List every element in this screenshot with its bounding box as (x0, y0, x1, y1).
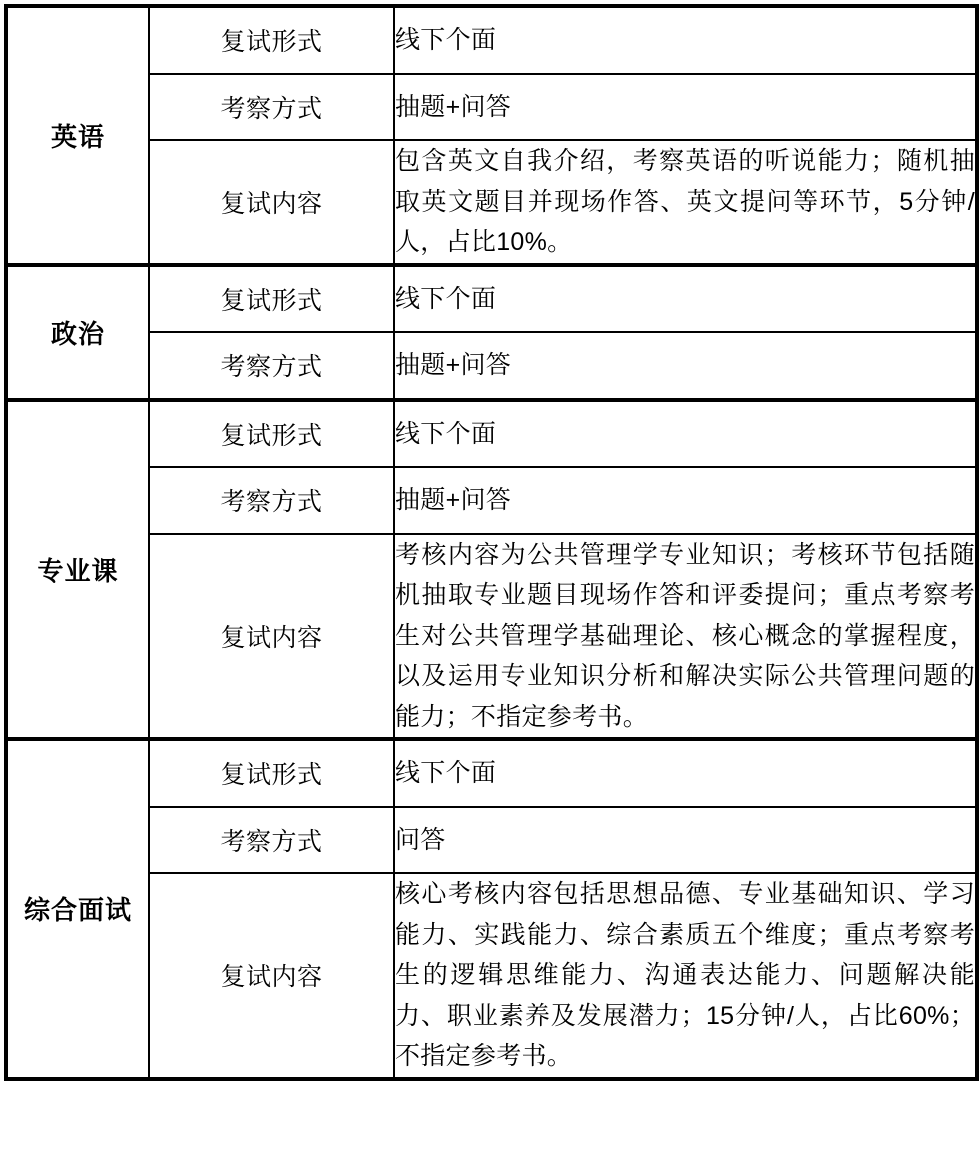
field-cell-method: 考察方式 (149, 807, 394, 874)
value-cell-method: 抽题+问答 (394, 74, 977, 141)
value-cell-form: 线下个面 (394, 400, 977, 468)
field-cell-content: 复试内容 (149, 873, 394, 1079)
table-row (6, 873, 977, 1079)
content-paragraph: 考核内容为公共管理学专业知识；考核环节包括随机抽取专业题目现场作答和评委提问；重点考察考生对公共管理学基础理论、核心概念的掌握程度，以及运用专业知识分析和解决实际公共管理问题的能力；不指定参考书。 (395, 540, 975, 731)
subject-cell-comprehensive: 综合面试 (6, 739, 149, 1079)
exam-schedule-table (4, 4, 979, 1081)
table-row (6, 74, 977, 141)
subject-cell-politics: 政治 (6, 265, 149, 400)
field-cell-form: 复试形式 (149, 265, 394, 333)
value-cell-method: 问答 (394, 807, 977, 874)
table-row (6, 534, 977, 740)
content-paragraph: 包含英文自我介绍，考察英语的听说能力；随机抽取英文题目并现场作答、英文提问等环节，5分钟/人，占比10%。 (395, 147, 975, 256)
value-cell-form: 线下个面 (394, 265, 977, 333)
subject-cell-english: 英语 (6, 6, 149, 265)
field-cell-method: 考察方式 (149, 74, 394, 141)
value-cell-content (394, 873, 977, 1079)
table-row (6, 400, 977, 468)
value-cell-content (394, 534, 977, 740)
field-cell-method: 考察方式 (149, 467, 394, 534)
field-cell-form: 复试形式 (149, 739, 394, 807)
table-row (6, 739, 977, 807)
value-cell-form: 线下个面 (394, 739, 977, 807)
field-cell-form: 复试形式 (149, 6, 394, 74)
value-cell-form: 线下个面 (394, 6, 977, 74)
table-row (6, 265, 977, 333)
value-cell-method: 抽题+问答 (394, 467, 977, 534)
value-cell-content (394, 140, 977, 265)
field-cell-content: 复试内容 (149, 140, 394, 265)
table-row (6, 332, 977, 400)
table-row (6, 807, 977, 874)
field-cell-form: 复试形式 (149, 400, 394, 468)
table-row (6, 140, 977, 265)
table-row (6, 467, 977, 534)
field-cell-content: 复试内容 (149, 534, 394, 740)
value-cell-method: 抽题+问答 (394, 332, 977, 400)
field-cell-method: 考察方式 (149, 332, 394, 400)
content-paragraph: 核心考核内容包括思想品德、专业基础知识、学习能力、实践能力、综合素质五个维度；重点考察考生的逻辑思维能力、沟通表达能力、问题解决能力、职业素养及发展潜力；15分钟/人，占比60%；不指定参考书。 (395, 880, 975, 1070)
table-row (6, 6, 977, 74)
subject-cell-major: 专业课 (6, 400, 149, 740)
